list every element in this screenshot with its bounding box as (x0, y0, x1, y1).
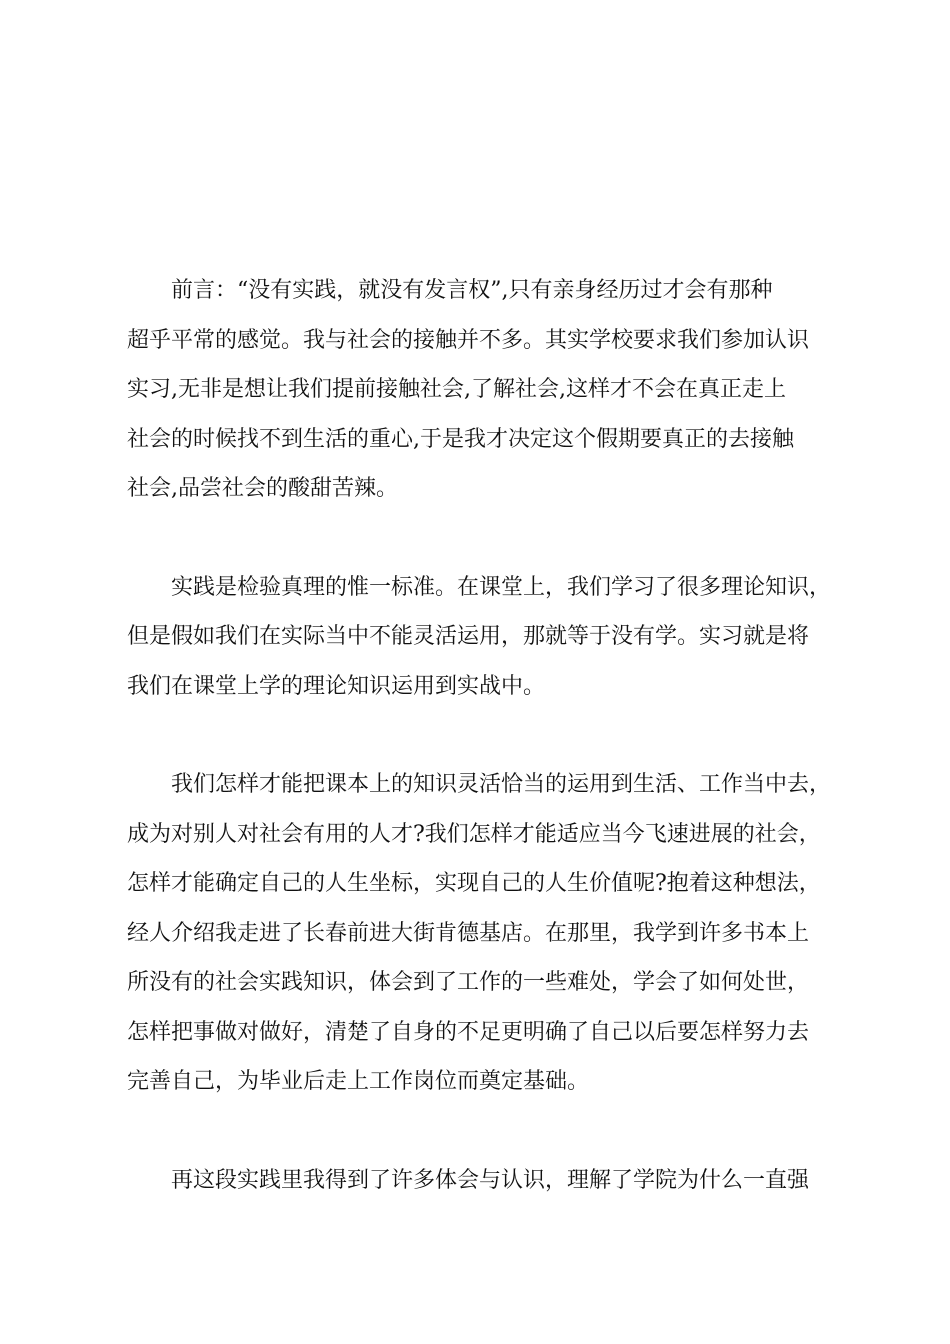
text-line: 前言：“没有实践，就没有发言权”,只有亲身经历过才会有那种 (171, 278, 773, 303)
text-line: 但是假如我们在实际当中不能灵活运用，那就等于没有学。实习就是将 (127, 624, 810, 649)
text-line: 完善自己，为毕业后走上工作岗位而奠定基础。 (127, 1069, 590, 1094)
text-line: 实习,无非是想让我们提前接触社会,了解社会,这样才不会在真正走上 (127, 377, 786, 402)
text-line: 所没有的社会实践知识，体会到了工作的一些难处，学会了如何处世， (127, 970, 810, 995)
paragraph-kfc-experience (127, 760, 832, 1107)
text-line: 社会,品尝社会的酸甜苦辣。 (127, 476, 398, 501)
text-line: 成为对别人对社会有用的人才?我们怎样才能适应当今飞速进展的社会， (127, 821, 821, 847)
text-line: 经人介绍我走进了长春前进大街肯德基店。在那里，我学到许多书本上 (127, 920, 810, 946)
text-line: 怎样把事做对做好，清楚了自身的不足更明确了自己以后要怎样努力去 (127, 1019, 810, 1045)
text-line: 超乎平常的感觉。我与社会的接触并不多。其实学校要求我们参加认识 (127, 327, 810, 353)
paragraph-insights (127, 1156, 827, 1206)
text-line: 我们在课堂上学的理论知识运用到实战中。 (127, 673, 546, 699)
document-body (127, 266, 832, 1254)
text-line: 再这段实践里我得到了许多体会与认识，理解了学院为什么一直强 (171, 1167, 810, 1193)
text-line: 社会的时候找不到生活的重心,于是我才决定这个假期要真正的去接触 (127, 426, 794, 452)
paragraph-preface (127, 266, 827, 514)
text-line: 实践是检验真理的惟一标准。在课堂上，我们学习了很多理论知识， (171, 574, 832, 600)
paragraph-practice-standard (127, 563, 832, 712)
text-line: 我们怎样才能把课本上的知识灵活恰当的运用到生活、工作当中去， (171, 772, 832, 797)
text-line: 怎样才能确定自己的人生坐标，实现自己的人生价值呢?抱着这种想法， (127, 871, 821, 896)
